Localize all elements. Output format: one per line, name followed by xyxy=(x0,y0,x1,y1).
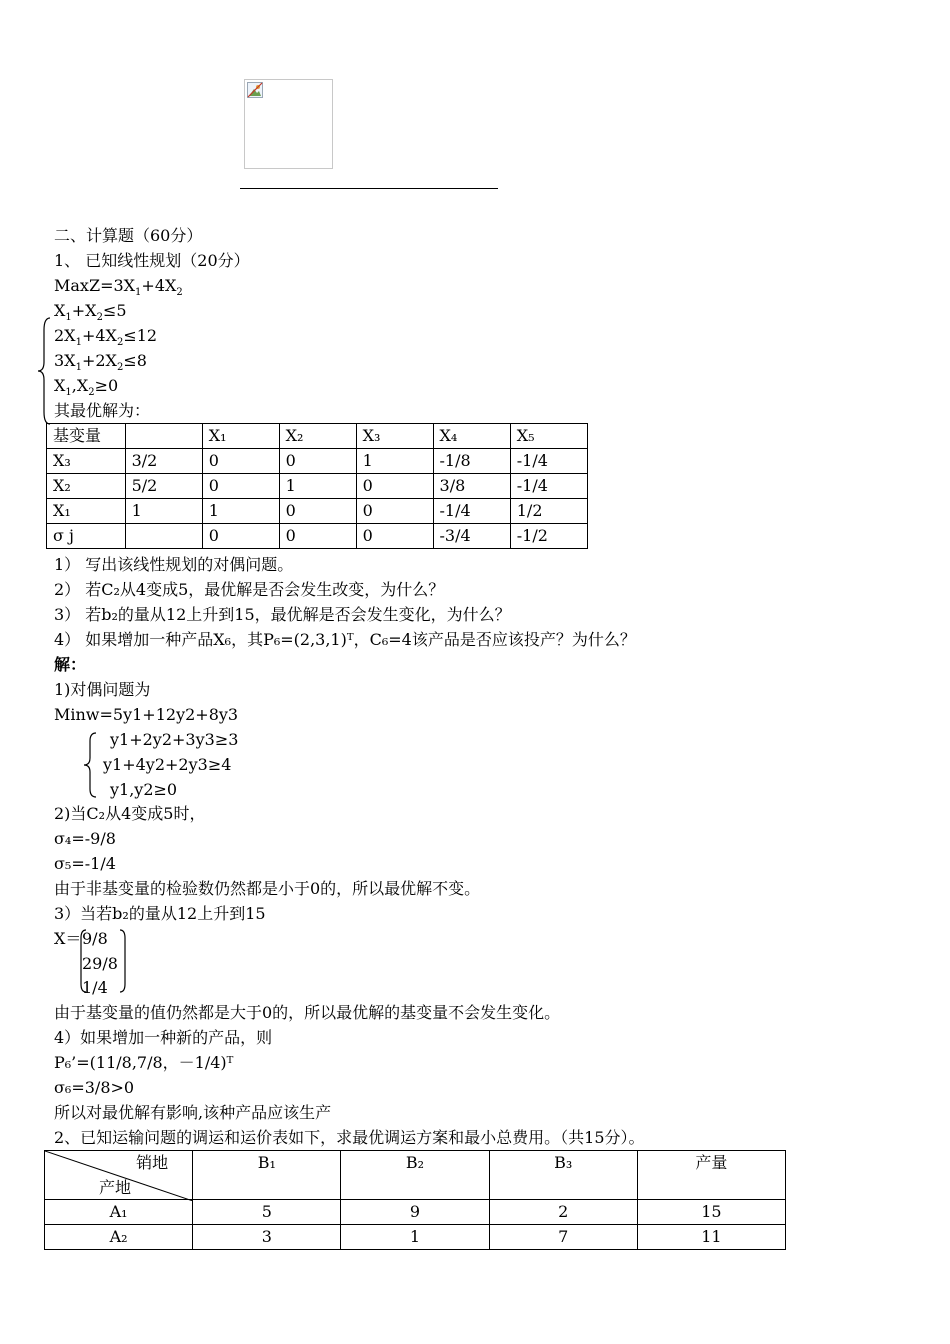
vector-value-3: 1/4 xyxy=(82,978,108,997)
vector-value-2: 29/8 xyxy=(82,954,118,973)
table-cell: 0 xyxy=(202,524,279,549)
solution-3-conclusion: 由于基变量的值仍然都是大于0的，所以最优解的基变量不会发生变化。 xyxy=(54,1003,561,1022)
dual-objective: Minw=5y1+12y2+8y3 xyxy=(54,705,239,724)
table-cell: σ j xyxy=(47,524,126,549)
question-4: 4） 如果增加一种产品X₆，其P₆=(2,3,1)ᵀ，C₆=4该产品是否应该投产？为什么？ xyxy=(54,630,636,649)
constraint-4: $X_1,X_2\ge 0$ xyxy=(54,376,119,399)
table-cell: X₂ xyxy=(47,474,126,499)
dual-constraint-brace xyxy=(82,731,98,799)
dual-constraint-3: y1,y2≥0 xyxy=(110,780,178,799)
table-row xyxy=(47,524,588,549)
table-cell: 11 xyxy=(637,1225,785,1250)
table-cell: -1/4 xyxy=(510,449,587,474)
constraint-2: $2X_1+4X_2\le 12$ xyxy=(54,326,158,349)
question-2: 2） 若C₂从4变成5，最优解是否会发生改变，为什么？ xyxy=(54,580,445,599)
table-cell: 7 xyxy=(489,1225,637,1250)
table-cell: 15 xyxy=(637,1200,785,1225)
table-cell: 9 xyxy=(341,1200,489,1225)
broken-image-icon xyxy=(247,82,263,98)
x-vector-label: X＝ xyxy=(54,929,82,948)
corner-top-label: 销地 xyxy=(136,1153,169,1172)
table-header-cell: B₁ xyxy=(193,1151,341,1200)
table-cell: X₁ xyxy=(202,424,279,449)
solution-4-title: 4）如果增加一种新的产品，则 xyxy=(54,1028,273,1047)
solution-label: 解： xyxy=(54,655,87,674)
table-row xyxy=(47,449,588,474)
q1-title: 1、 已知线性规划（20分） xyxy=(54,251,250,270)
sigma-5: σ₅=-1/4 xyxy=(54,854,116,873)
table-cell: 0 xyxy=(279,499,356,524)
table-header-cell: B₃ xyxy=(489,1151,637,1200)
table-cell: -1/4 xyxy=(510,474,587,499)
table-row xyxy=(45,1225,786,1250)
table-cell: 0 xyxy=(202,449,279,474)
table-cell: -1/4 xyxy=(433,499,510,524)
table-cell: X₅ xyxy=(510,424,587,449)
table-cell: 1 xyxy=(125,499,202,524)
p6-prime: P₆’=(11/8,7/8，－1/4)ᵀ xyxy=(54,1053,234,1072)
table-cell: -1/8 xyxy=(433,449,510,474)
q2-title: 2、已知运输问题的调运和运价表如下，求最优调运方案和最小总费用。（共15分）。 xyxy=(54,1128,645,1147)
table-cell: 3/2 xyxy=(125,449,202,474)
table-cell: A₂ xyxy=(45,1225,193,1250)
sigma-6: σ₆=3/8>0 xyxy=(54,1078,135,1097)
table-cell: A₁ xyxy=(45,1200,193,1225)
table-cell: 1 xyxy=(202,499,279,524)
dual-constraint-2: y1+4y2+2y3≥4 xyxy=(103,755,232,774)
table-row xyxy=(47,499,588,524)
table-cell: 5/2 xyxy=(125,474,202,499)
table-row xyxy=(47,474,588,499)
question-3: 3） 若b₂的量从12上升到15，最优解是否会发生变化，为什么？ xyxy=(54,605,511,624)
constraint-1: $X_1+X_2\le 5$ xyxy=(54,301,127,324)
table-header-row xyxy=(45,1151,786,1200)
vector-value-1: 9/8 xyxy=(82,929,108,948)
table-cell: 1 xyxy=(279,474,356,499)
table-cell: -1/2 xyxy=(510,524,587,549)
solution-1-title: 1)对偶问题为 xyxy=(54,680,151,699)
dual-constraint-1: y1+2y2+3y3≥3 xyxy=(110,730,239,749)
table-cell: 0 xyxy=(356,499,433,524)
table-cell: 1/2 xyxy=(510,499,587,524)
optimal-label: 其最优解为： xyxy=(54,401,151,420)
table-cell: 1 xyxy=(356,449,433,474)
table-cell: 0 xyxy=(279,449,356,474)
transport-table xyxy=(44,1150,786,1250)
image-placeholder xyxy=(244,79,333,169)
table-cell: X₁ xyxy=(47,499,126,524)
table-cell: X₃ xyxy=(356,424,433,449)
table-cell: 0 xyxy=(279,524,356,549)
objective-function: $MaxZ=3X_1+4X_2$ xyxy=(54,276,183,299)
table-cell: 0 xyxy=(356,474,433,499)
corner-bottom-label: 产地 xyxy=(99,1178,132,1197)
solution-3-title: 3）当若b₂的量从12上升到15 xyxy=(54,904,266,923)
simplex-table xyxy=(46,423,588,549)
table-cell: 2 xyxy=(489,1200,637,1225)
table-header-cell: B₂ xyxy=(341,1151,489,1200)
table-cell: X₂ xyxy=(279,424,356,449)
constraint-3: $3X_1+2X_2\le 8$ xyxy=(54,351,147,374)
table-cell: -3/4 xyxy=(433,524,510,549)
table-cell: 1 xyxy=(341,1225,489,1250)
table-cell: X₄ xyxy=(433,424,510,449)
sigma-4: σ₄=-9/8 xyxy=(54,829,116,848)
table-cell xyxy=(125,424,202,449)
table-cell: 基变量 xyxy=(47,424,126,449)
table-header-row xyxy=(47,424,588,449)
constraint-brace xyxy=(36,316,52,426)
table-cell: 3/8 xyxy=(433,474,510,499)
table-row xyxy=(45,1200,786,1225)
divider-line xyxy=(240,188,498,189)
table-cell: 0 xyxy=(356,524,433,549)
table-cell: 0 xyxy=(202,474,279,499)
table-header-cell: 产量 xyxy=(637,1151,785,1200)
table-cell: 3 xyxy=(193,1225,341,1250)
corner-cell xyxy=(45,1151,193,1200)
question-1: 1） 写出该线性规划的对偶问题。 xyxy=(54,555,294,574)
table-cell: 5 xyxy=(193,1200,341,1225)
table-cell xyxy=(125,524,202,549)
table-cell: X₃ xyxy=(47,449,126,474)
solution-2-title: 2)当C₂从4变成5时， xyxy=(54,804,206,823)
solution-4-conclusion: 所以对最优解有影响,该种产品应该生产 xyxy=(54,1103,332,1122)
solution-2-conclusion: 由于非基变量的检验数仍然都是小于0的，所以最优解不变。 xyxy=(54,879,481,898)
section-title: 二、计算题（60分） xyxy=(54,226,203,245)
